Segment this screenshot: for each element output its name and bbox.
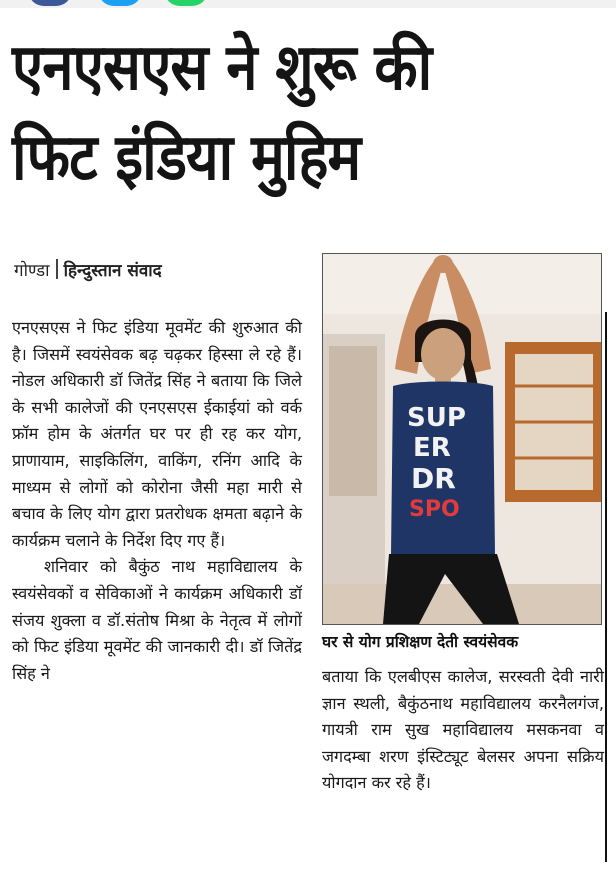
- tshirt-print-1: SUP: [407, 403, 466, 433]
- tshirt-print-4: SPO: [409, 497, 460, 522]
- article-paragraph: शनिवार को बैकुंठ नाथ महाविद्यालय के स्वयंसेवकों व सेविकाओं ने कार्यक्रम अधिकारी डॉ संजय शुक्ला व डॉ.संतोष मिश्रा के नेतृत्व में लोगों को फिट इंडिया मूवमेंट की जानकारी दी। डॉ जितेंद्र सिंह ने: [12, 557, 302, 683]
- byline-place: गोण्डा: [14, 261, 50, 281]
- byline-source: हिन्दुस्तान संवाद: [63, 261, 162, 281]
- yoga-photo-illustration: [323, 254, 601, 624]
- article-column-left: [12, 315, 302, 687]
- tshirt-print-2: ER: [413, 433, 451, 463]
- photo-caption: घर से योग प्रशिक्षण देती स्वयंसेवक: [322, 633, 519, 651]
- byline: [14, 258, 162, 281]
- share-bar: [0, 0, 616, 8]
- headline-line-1: एनएसएस ने शुरू की: [12, 31, 432, 105]
- twitter-share-icon[interactable]: [98, 0, 142, 6]
- tshirt-print-3: DR: [411, 462, 456, 495]
- headline-line-2: फिट इंडिया मुहिम: [12, 121, 361, 195]
- facebook-share-icon[interactable]: [28, 0, 72, 6]
- article-column-right: बताया कि एलबीएस कालेज, सरस्वती देवी नारी ज्ञान स्थली, बैकुंठनाथ महाविद्यालय करनैलगंज, गायत्री राम सुख महाविद्यालय मसकनवा व जगदम्बा शरण इंस्टिट्यूट बेलसर अपना सक्रिय योगदान कर रहे हैं।: [322, 667, 604, 793]
- article-paragraph: एनएसएस ने फिट इंडिया मूवमेंट की शुरुआत की है। जिसमें स्वयंसेवक बढ़ चढ़कर हिस्सा ले रहे हैं। नोडल अधिकारी डॉ जितेंद्र सिंह ने बताया कि जिले के सभी कालेजों की एनएसएस ईकाईयां को वर्क फ्रॉम होम के अंतर्गत घर पर ही रह कर योग, प्राणायाम, साइकिलिंग, वाकिंग, रनिंग आदि के माध्यम से लोगों को कोरोना जैसी महा मारी से बचाव के लिए योग द्वारा प्रतरोधक क्षमता बढ़ाने के कार्यक्रम चलाने के निर्देश दिए गए हैं।: [12, 318, 302, 550]
- column-divider: [605, 312, 607, 862]
- article-photo: [322, 253, 602, 625]
- byline-separator: [56, 259, 58, 279]
- whatsapp-share-icon[interactable]: [164, 0, 208, 6]
